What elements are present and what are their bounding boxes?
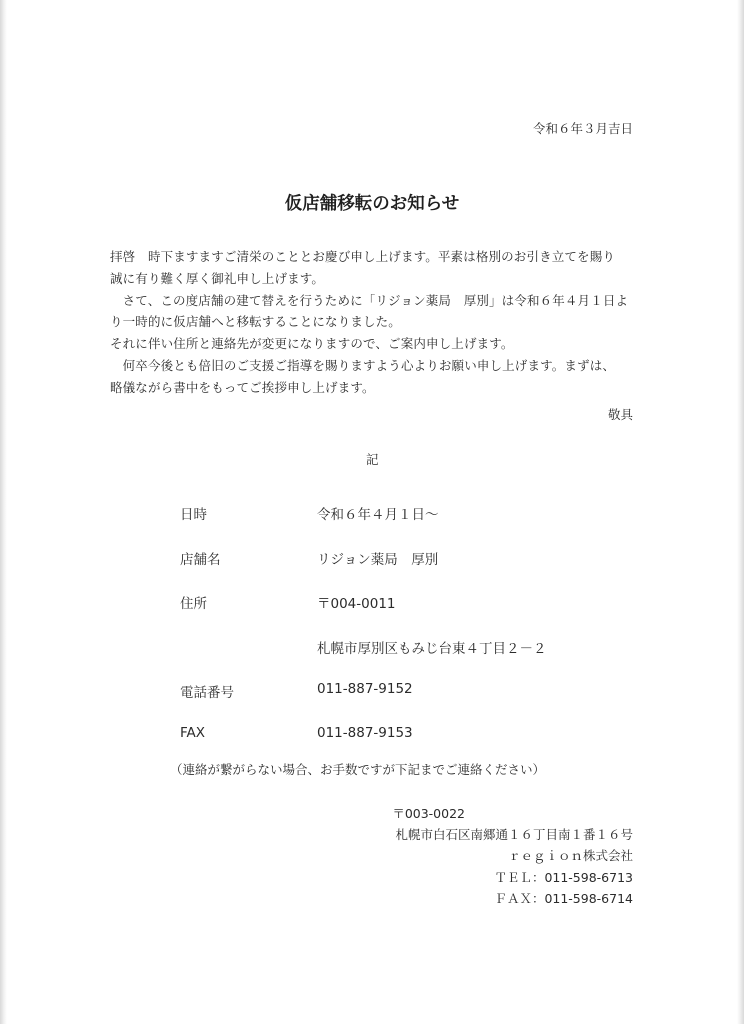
body-line: 誠に有り難く厚く御礼申し上げます。 — [110, 270, 325, 286]
store-name-label: 店舗名 — [180, 552, 221, 568]
phone-value: 011-887-9152 — [317, 681, 413, 697]
address-line: 札幌市厚別区もみじ台東４丁目２－２ — [317, 641, 547, 657]
date-label: 日時 — [180, 507, 207, 523]
page-edge-right — [737, 0, 744, 1024]
body-line: 拝啓 時下ますますご清栄のこととお慶び申し上げます。平素は格別のお引き立てを賜り — [110, 249, 616, 264]
date-value: 令和６年４月１日〜 — [317, 507, 439, 523]
address-postal: 〒004-0011 — [317, 596, 396, 612]
notice-body — [110, 246, 642, 399]
store-name-value: リジョン薬局 厚別 — [317, 552, 439, 568]
fax-value: 011-887-9153 — [317, 725, 413, 741]
company-name: ｒｅｇｉｏｎ株式会社 — [507, 848, 633, 864]
company-fax: ＦＡＸ：011-598-6714 — [494, 890, 633, 906]
ki-heading: 記 — [366, 452, 379, 467]
body-line: り一時的に仮店舗へと移転することになりました。 — [110, 314, 401, 330]
notice-title: 仮店舗移転のお知らせ — [284, 194, 460, 214]
phone-label: 電話番号 — [180, 685, 234, 701]
body-line: 何卒今後とも倍旧のご支援ご指導を賜りますよう心よりお願い申し上げます。まずは、 — [110, 357, 616, 373]
address-label: 住所 — [180, 596, 207, 612]
body-line: 略儀ながら書中をもってご挨拶申し上げます。 — [110, 379, 375, 395]
notice-date: 令和６年３月吉日 — [532, 121, 633, 136]
company-contact-block — [392, 803, 633, 909]
fax-label: FAX — [180, 725, 206, 741]
closing-remark: 敬具 — [607, 407, 633, 422]
page-edge-left — [0, 0, 7, 1024]
body-line: それに伴い住所と連絡先が変更になりますので、ご案内申し上げます。 — [110, 336, 514, 352]
company-address: 札幌市白石区南郷通１６丁目南１番１６号 — [395, 827, 633, 843]
company-tel: ＴＥＬ：011-598-6713 — [494, 869, 633, 885]
body-line: さて、この度店舗の建て替えを行うために「リジョン薬局 厚別」は令和６年４月１日よ — [110, 292, 629, 308]
company-postal: 〒003-0022 — [392, 806, 465, 821]
contact-note: （連絡が繋がらない場合、お手数ですが下記までご連絡ください） — [170, 762, 546, 777]
